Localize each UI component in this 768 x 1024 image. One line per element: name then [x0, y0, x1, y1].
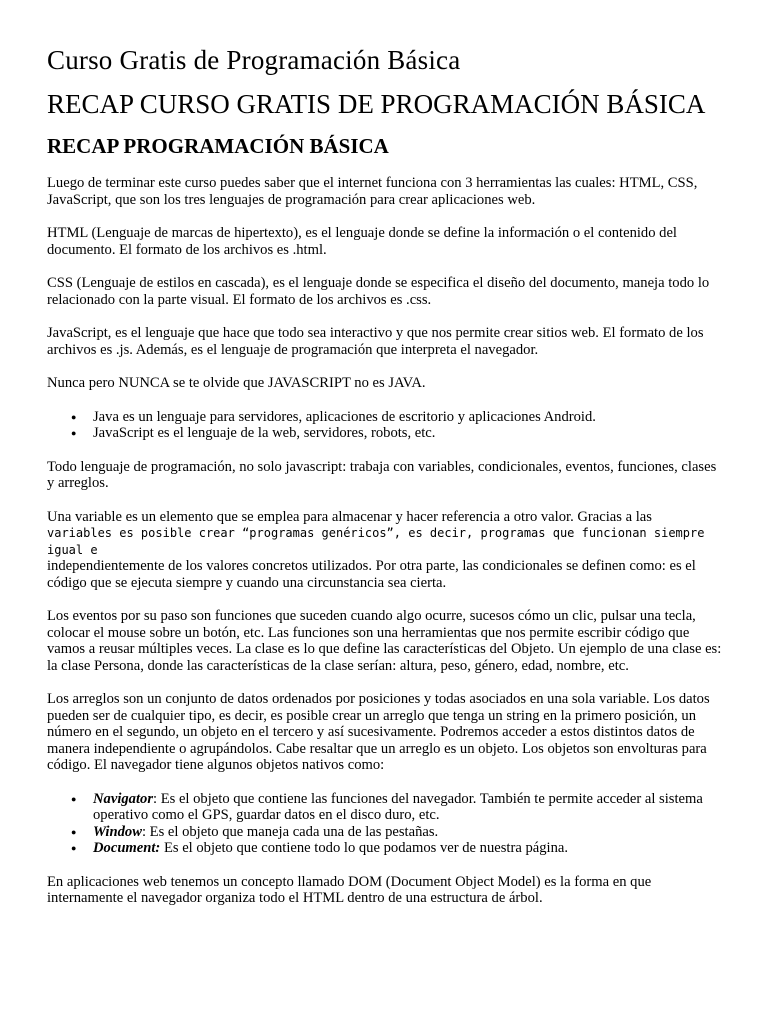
main-heading: RECAP CURSO GRATIS DE PROGRAMACIÓN BÁSICA [47, 89, 706, 119]
java-comparison-list [47, 409, 724, 442]
document-title: Curso Gratis de Programación Básica [47, 45, 461, 75]
variables-text-mono: variables es posible crear “programas genéricos”, es decir, programas que funcionan siempre igual e [47, 526, 705, 557]
term-window: Window [93, 823, 142, 840]
list-item-document: ● Document: Es el objeto que contiene todo lo que podamos ver de nuestra página. [93, 840, 724, 857]
paragraph-intro: Luego de terminar este curso puedes saber que el internet funciona con 3 herramientas las cuales: HTML, CSS, JavaScript, que son los tres lenguajes de programación para crear aplicaciones web. [47, 175, 698, 208]
list-item: ● Java es un lenguaje para servidores, aplicaciones de escritorio y aplicaciones Android. [93, 409, 724, 426]
term-document: Document: [93, 840, 161, 856]
paragraph-html: HTML (Lenguaje de marcas de hipertexto), es el lenguaje donde se define la información o el contenido del documento. El formato de los archivos es .html. [47, 225, 677, 258]
paragraph-java-warning: Nunca pero NUNCA se te olvide que JAVASCRIPT no es JAVA. [47, 375, 426, 391]
section-heading: RECAP PROGRAMACIÓN BÁSICA [47, 134, 389, 158]
paragraph-javascript: JavaScript, es el lenguaje que hace que todo sea interactivo y que nos permite crear sitios web. El formato de los archivos es .js. Además, es el lenguaje de programación que interpreta el navegador. [47, 325, 704, 358]
variables-text-a: Una variable es un elemento que se emplea para almacenar y hacer referencia a otro valor. Gracias a las [47, 508, 652, 525]
list-item: ● JavaScript es el lenguaje de la web, servidores, robots, etc. [93, 425, 724, 442]
list-item-navigator: ● Navigator: Es el objeto que contiene las funciones del navegador. También te permite acceder al sistema operativo como el GPS, guardar datos en el disco duro, etc. [93, 791, 724, 824]
paragraph-arrays: Los arreglos son un conjunto de datos ordenados por posiciones y todas asociados en una sola variable. Los datos pueden ser de cualquier tipo, es decir, es posible crear un arreglo que tenga un string en la primero posición, un número en el segundo, un objeto en el tercero y así sucesivamente. Podremos acceder a estos distintos datos de manera independiente o agrupándolos. Cabe resaltar que un arreglo es un objeto. Los objetos son envolturas para código. El navegador tiene algunos objetos nativos como: [47, 691, 710, 773]
variables-text-b: independientemente de los valores concretos utilizados. Por otra parte, las condicionales se definen como: es el código que se ejecuta siempre y cuando una circunstancia sea cierta. [47, 558, 696, 591]
paragraph-concepts: Todo lenguaje de programación, no solo javascript: trabaja con variables, condicionales, eventos, funciones, clases y arreglos. [47, 458, 717, 491]
paragraph-events: Los eventos por su paso son funciones que suceden cuando algo ocurre, sucesos cómo un clic, pulsar una tecla, colocar el mouse sobre un botón, etc. Las funciones son una herramientas que nos permite escribir código que vamos a reusar múltiples veces. La clase es lo que define las características del Objeto. Un ejemplo de una clase es: la clase Persona, donde las características de la clase serían: altura, peso, género, edad, nombre, etc. [47, 608, 722, 674]
paragraph-variables [47, 509, 724, 592]
paragraph-css: CSS (Lenguaje de estilos en cascada), es el lenguaje donde se especifica el diseño del documento, maneja todo lo relacionado con la parte visual. El formato de los archivos es .css. [47, 275, 710, 308]
term-navigator: Navigator [93, 790, 153, 807]
native-objects-list [47, 791, 724, 857]
list-item-window: ● Window: Es el objeto que maneja cada una de las pestañas. [93, 824, 724, 841]
paragraph-dom: En aplicaciones web tenemos un concepto llamado DOM (Document Object Model) es la forma en que internamente el navegador organiza todo el HTML dentro de una estructura de árbol. [47, 873, 652, 906]
